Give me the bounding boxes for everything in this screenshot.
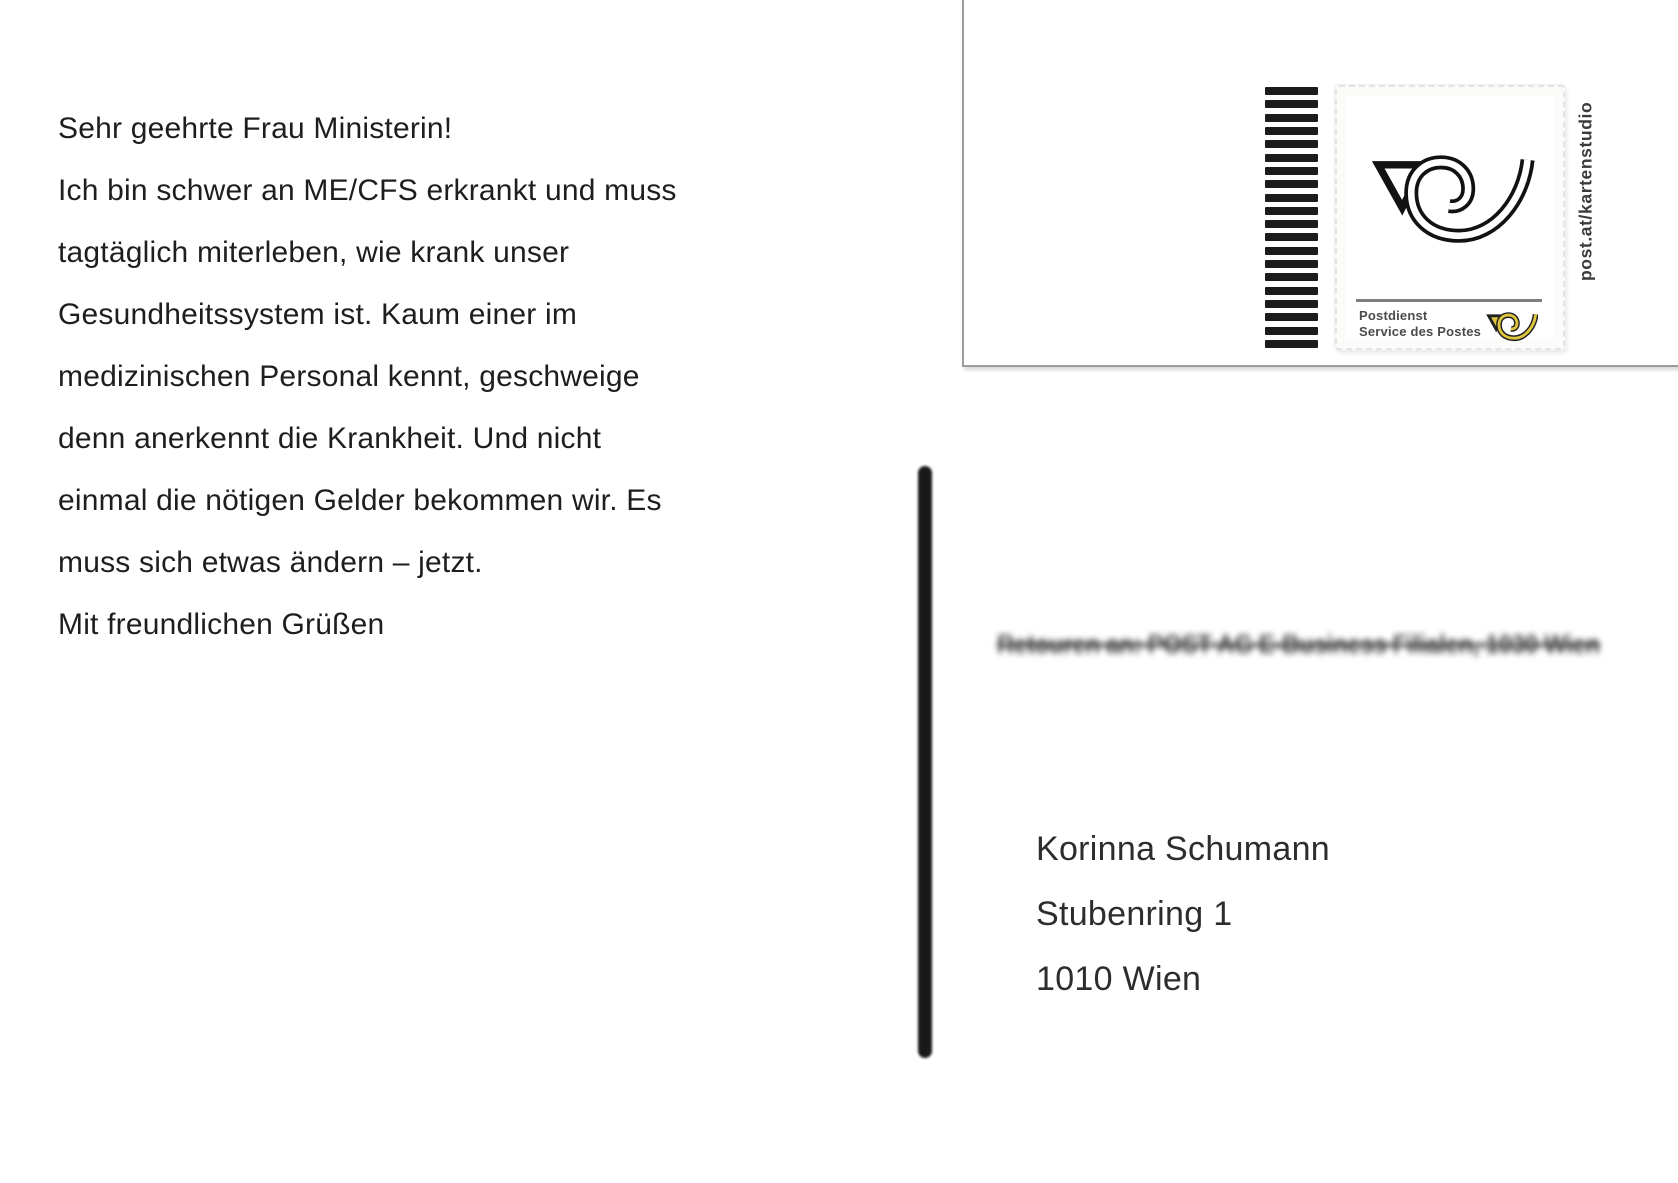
message-line: muss sich etwas ändern – jetzt. xyxy=(58,546,483,579)
barcode-stripe xyxy=(1265,220,1318,228)
message-line: Ich bin schwer an ME/CFS erkrankt und muss xyxy=(58,174,677,207)
barcode-stripe xyxy=(1265,114,1318,122)
barcode-stripe xyxy=(1265,167,1318,175)
stamp-inner-panel xyxy=(1346,96,1554,339)
recipient-address xyxy=(1036,817,1330,1012)
message-line: medizinischen Personal kennt, geschweige xyxy=(58,360,640,393)
postdienst-label-line1: Postdienst xyxy=(1359,308,1428,323)
barcode-stripe xyxy=(1265,260,1318,268)
postcard-message xyxy=(58,98,708,656)
barcode-stripe xyxy=(1265,194,1318,202)
austrian-post-horn-icon xyxy=(1370,151,1535,243)
franking-barcode-icon xyxy=(1265,87,1318,348)
recipient-street: Stubenring 1 xyxy=(1036,895,1233,933)
postdienst-label xyxy=(1359,308,1481,339)
redacted-return-address: Retouren an: POST AG E-Business Filialen, 1030 Wien xyxy=(997,629,1600,659)
barcode-stripe xyxy=(1265,287,1318,295)
barcode-stripe xyxy=(1265,273,1318,281)
recipient-name: Korinna Schumann xyxy=(1036,830,1330,868)
barcode-stripe xyxy=(1265,233,1318,241)
message-line: Gesundheitssystem ist. Kaum einer im xyxy=(58,298,578,331)
recipient-city: 1010 Wien xyxy=(1036,960,1202,998)
barcode-stripe xyxy=(1265,100,1318,108)
barcode-stripe xyxy=(1265,140,1318,148)
postage-stamp xyxy=(1335,85,1565,350)
address-divider-bar xyxy=(918,466,932,1058)
barcode-stripe xyxy=(1265,154,1318,162)
barcode-stripe xyxy=(1265,300,1318,308)
message-line: tagtäglich miterleben, wie krank unser xyxy=(58,236,570,269)
barcode-stripe xyxy=(1265,247,1318,255)
barcode-stripe xyxy=(1265,207,1318,215)
barcode-stripe xyxy=(1265,127,1318,135)
message-line: denn anerkennt die Krankheit. Und nicht xyxy=(58,422,602,455)
postdienst-label-line2: Service des Postes xyxy=(1359,323,1482,339)
barcode-stripe xyxy=(1265,87,1318,95)
message-line: Mit freundlichen Grüßen xyxy=(58,608,385,641)
stamp-divider-rule xyxy=(1356,299,1542,302)
barcode-stripe xyxy=(1265,340,1318,348)
message-line: Sehr geehrte Frau Ministerin! xyxy=(58,112,453,145)
yellow-posthorn-icon xyxy=(1486,310,1538,342)
kartenstudio-url-vertical: post.at/kartenstudio xyxy=(1575,101,1596,282)
message-line: einmal die nötigen Gelder bekommen wir. Es xyxy=(58,484,662,517)
barcode-stripe xyxy=(1265,313,1318,321)
barcode-stripe xyxy=(1265,327,1318,335)
franking-frame-box xyxy=(962,0,1678,367)
barcode-stripe xyxy=(1265,180,1318,188)
